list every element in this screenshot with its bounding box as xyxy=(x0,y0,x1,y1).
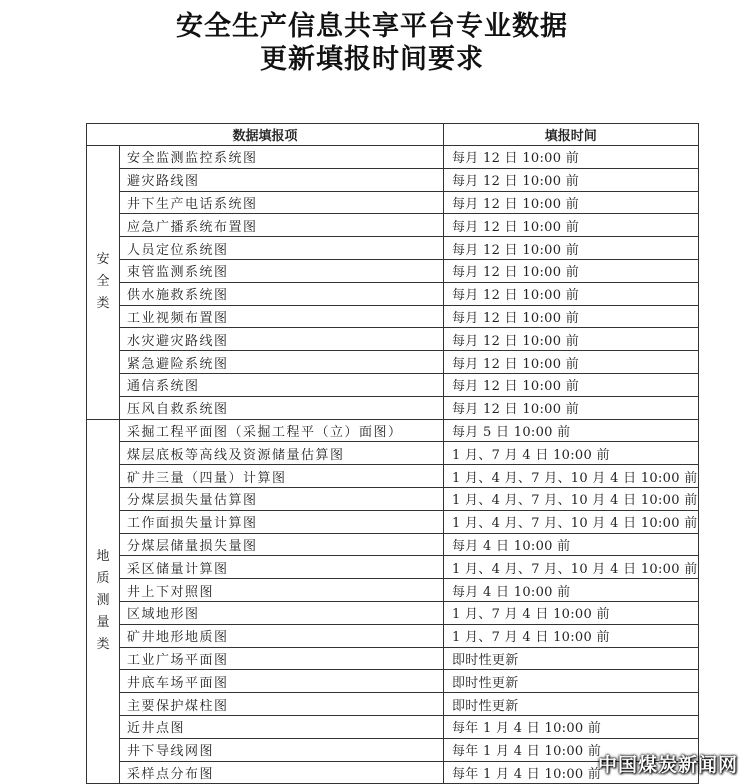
item-cell: 主要保护煤柱图 xyxy=(120,693,444,716)
table-row xyxy=(87,351,699,374)
table-row xyxy=(87,442,699,465)
time-cell: 每月 12 日 10:00 前 xyxy=(444,305,699,328)
item-cell: 采掘工程平面图（采掘工程平（立）面图） xyxy=(120,419,444,442)
table-row xyxy=(87,556,699,579)
time-cell: 每月 12 日 10:00 前 xyxy=(444,373,699,396)
time-cell: 每月 5 日 10:00 前 xyxy=(444,419,699,442)
item-cell: 应急广播系统布置图 xyxy=(120,214,444,237)
watermark-logo-text: 中国煤炭新闻网 xyxy=(597,754,738,776)
time-cell: 1 月、7 月 4 日 10:00 前 xyxy=(444,442,699,465)
table-row xyxy=(87,214,699,237)
table-row xyxy=(87,533,699,556)
time-cell: 1 月、4 月、7 月、10 月 4 日 10:00 前 xyxy=(444,510,699,533)
table-row xyxy=(87,237,699,260)
table-header-row xyxy=(87,124,699,146)
table-row xyxy=(87,510,699,533)
table-body xyxy=(87,146,699,784)
time-cell: 每月 12 日 10:00 前 xyxy=(444,259,699,282)
item-cell: 水灾避灾路线图 xyxy=(120,328,444,351)
item-cell: 工作面损失量计算图 xyxy=(120,510,444,533)
time-cell: 每月 4 日 10:00 前 xyxy=(444,579,699,602)
title-line-2: 更新填报时间要求 xyxy=(260,44,484,75)
table-row xyxy=(87,419,699,442)
item-cell: 井下导线网图 xyxy=(120,738,444,761)
table-row xyxy=(87,191,699,214)
table-row xyxy=(87,579,699,602)
time-cell: 每月 12 日 10:00 前 xyxy=(444,168,699,191)
item-cell: 煤层底板等高线及资源储量估算图 xyxy=(120,442,444,465)
header-time: 填报时间 xyxy=(444,124,699,146)
time-cell: 1 月、4 月、7 月、10 月 4 日 10:00 前 xyxy=(444,556,699,579)
time-cell: 每月 12 日 10:00 前 xyxy=(444,351,699,374)
time-cell: 每月 12 日 10:00 前 xyxy=(444,191,699,214)
time-cell: 1 月、7 月 4 日 10:00 前 xyxy=(444,624,699,647)
table-row xyxy=(87,373,699,396)
item-cell: 分煤层损失量估算图 xyxy=(120,487,444,510)
item-cell: 采区储量计算图 xyxy=(120,556,444,579)
table-row xyxy=(87,647,699,670)
table-row xyxy=(87,465,699,488)
category-cell xyxy=(87,146,120,420)
item-cell: 束管监测系统图 xyxy=(120,259,444,282)
title-line-1: 安全生产信息共享平台专业数据 xyxy=(176,11,568,42)
table-row xyxy=(87,624,699,647)
data-report-table xyxy=(86,123,699,784)
header-item: 数据填报项 xyxy=(87,124,444,146)
time-cell: 每月 12 日 10:00 前 xyxy=(444,146,699,169)
table-row xyxy=(87,328,699,351)
category-cell xyxy=(87,419,120,784)
table-row xyxy=(87,715,699,738)
time-cell: 1 月、7 月 4 日 10:00 前 xyxy=(444,601,699,624)
table-row xyxy=(87,168,699,191)
item-cell: 井底车场平面图 xyxy=(120,670,444,693)
item-cell: 通信系统图 xyxy=(120,373,444,396)
table-row xyxy=(87,693,699,716)
item-cell: 矿井地形地质图 xyxy=(120,624,444,647)
table-row xyxy=(87,396,699,419)
table-row xyxy=(87,487,699,510)
item-cell: 供水施救系统图 xyxy=(120,282,444,305)
time-cell: 每月 4 日 10:00 前 xyxy=(444,533,699,556)
time-cell: 即时性更新 xyxy=(444,693,699,716)
item-cell: 工业视频布置图 xyxy=(120,305,444,328)
time-cell: 每年 1 月 4 日 10:00 前 xyxy=(444,761,699,784)
document-title xyxy=(0,10,744,76)
time-cell: 1 月、4 月、7 月、10 月 4 日 10:00 前 xyxy=(444,465,699,488)
item-cell: 矿井三量（四量）计算图 xyxy=(120,465,444,488)
time-cell: 每年 1 月 4 日 10:00 前 xyxy=(444,715,699,738)
item-cell: 安全监测监控系统图 xyxy=(120,146,444,169)
category-label: 安全类 xyxy=(96,252,110,312)
time-cell: 每月 12 日 10:00 前 xyxy=(444,237,699,260)
table-row xyxy=(87,282,699,305)
table-row xyxy=(87,601,699,624)
time-cell: 即时性更新 xyxy=(444,670,699,693)
table-row xyxy=(87,305,699,328)
time-cell: 每月 12 日 10:00 前 xyxy=(444,214,699,237)
item-cell: 压风自救系统图 xyxy=(120,396,444,419)
time-cell: 即时性更新 xyxy=(444,647,699,670)
item-cell: 采样点分布图 xyxy=(120,761,444,784)
table-row xyxy=(87,670,699,693)
item-cell: 分煤层储量损失量图 xyxy=(120,533,444,556)
table-row xyxy=(87,146,699,169)
time-cell: 每月 12 日 10:00 前 xyxy=(444,328,699,351)
time-cell: 每月 12 日 10:00 前 xyxy=(444,282,699,305)
time-cell: 1 月、4 月、7 月、10 月 4 日 10:00 前 xyxy=(444,487,699,510)
time-cell: 每年 1 月 4 日 10:00 前 xyxy=(444,738,699,761)
item-cell: 区域地形图 xyxy=(120,601,444,624)
item-cell: 避灾路线图 xyxy=(120,168,444,191)
table-row xyxy=(87,259,699,282)
item-cell: 近井点图 xyxy=(120,715,444,738)
item-cell: 井上下对照图 xyxy=(120,579,444,602)
category-label: 地质测量类 xyxy=(96,549,110,653)
item-cell: 井下生产电话系统图 xyxy=(120,191,444,214)
item-cell: 紧急避险系统图 xyxy=(120,351,444,374)
time-cell: 每月 12 日 10:00 前 xyxy=(444,396,699,419)
item-cell: 工业广场平面图 xyxy=(120,647,444,670)
item-cell: 人员定位系统图 xyxy=(120,237,444,260)
